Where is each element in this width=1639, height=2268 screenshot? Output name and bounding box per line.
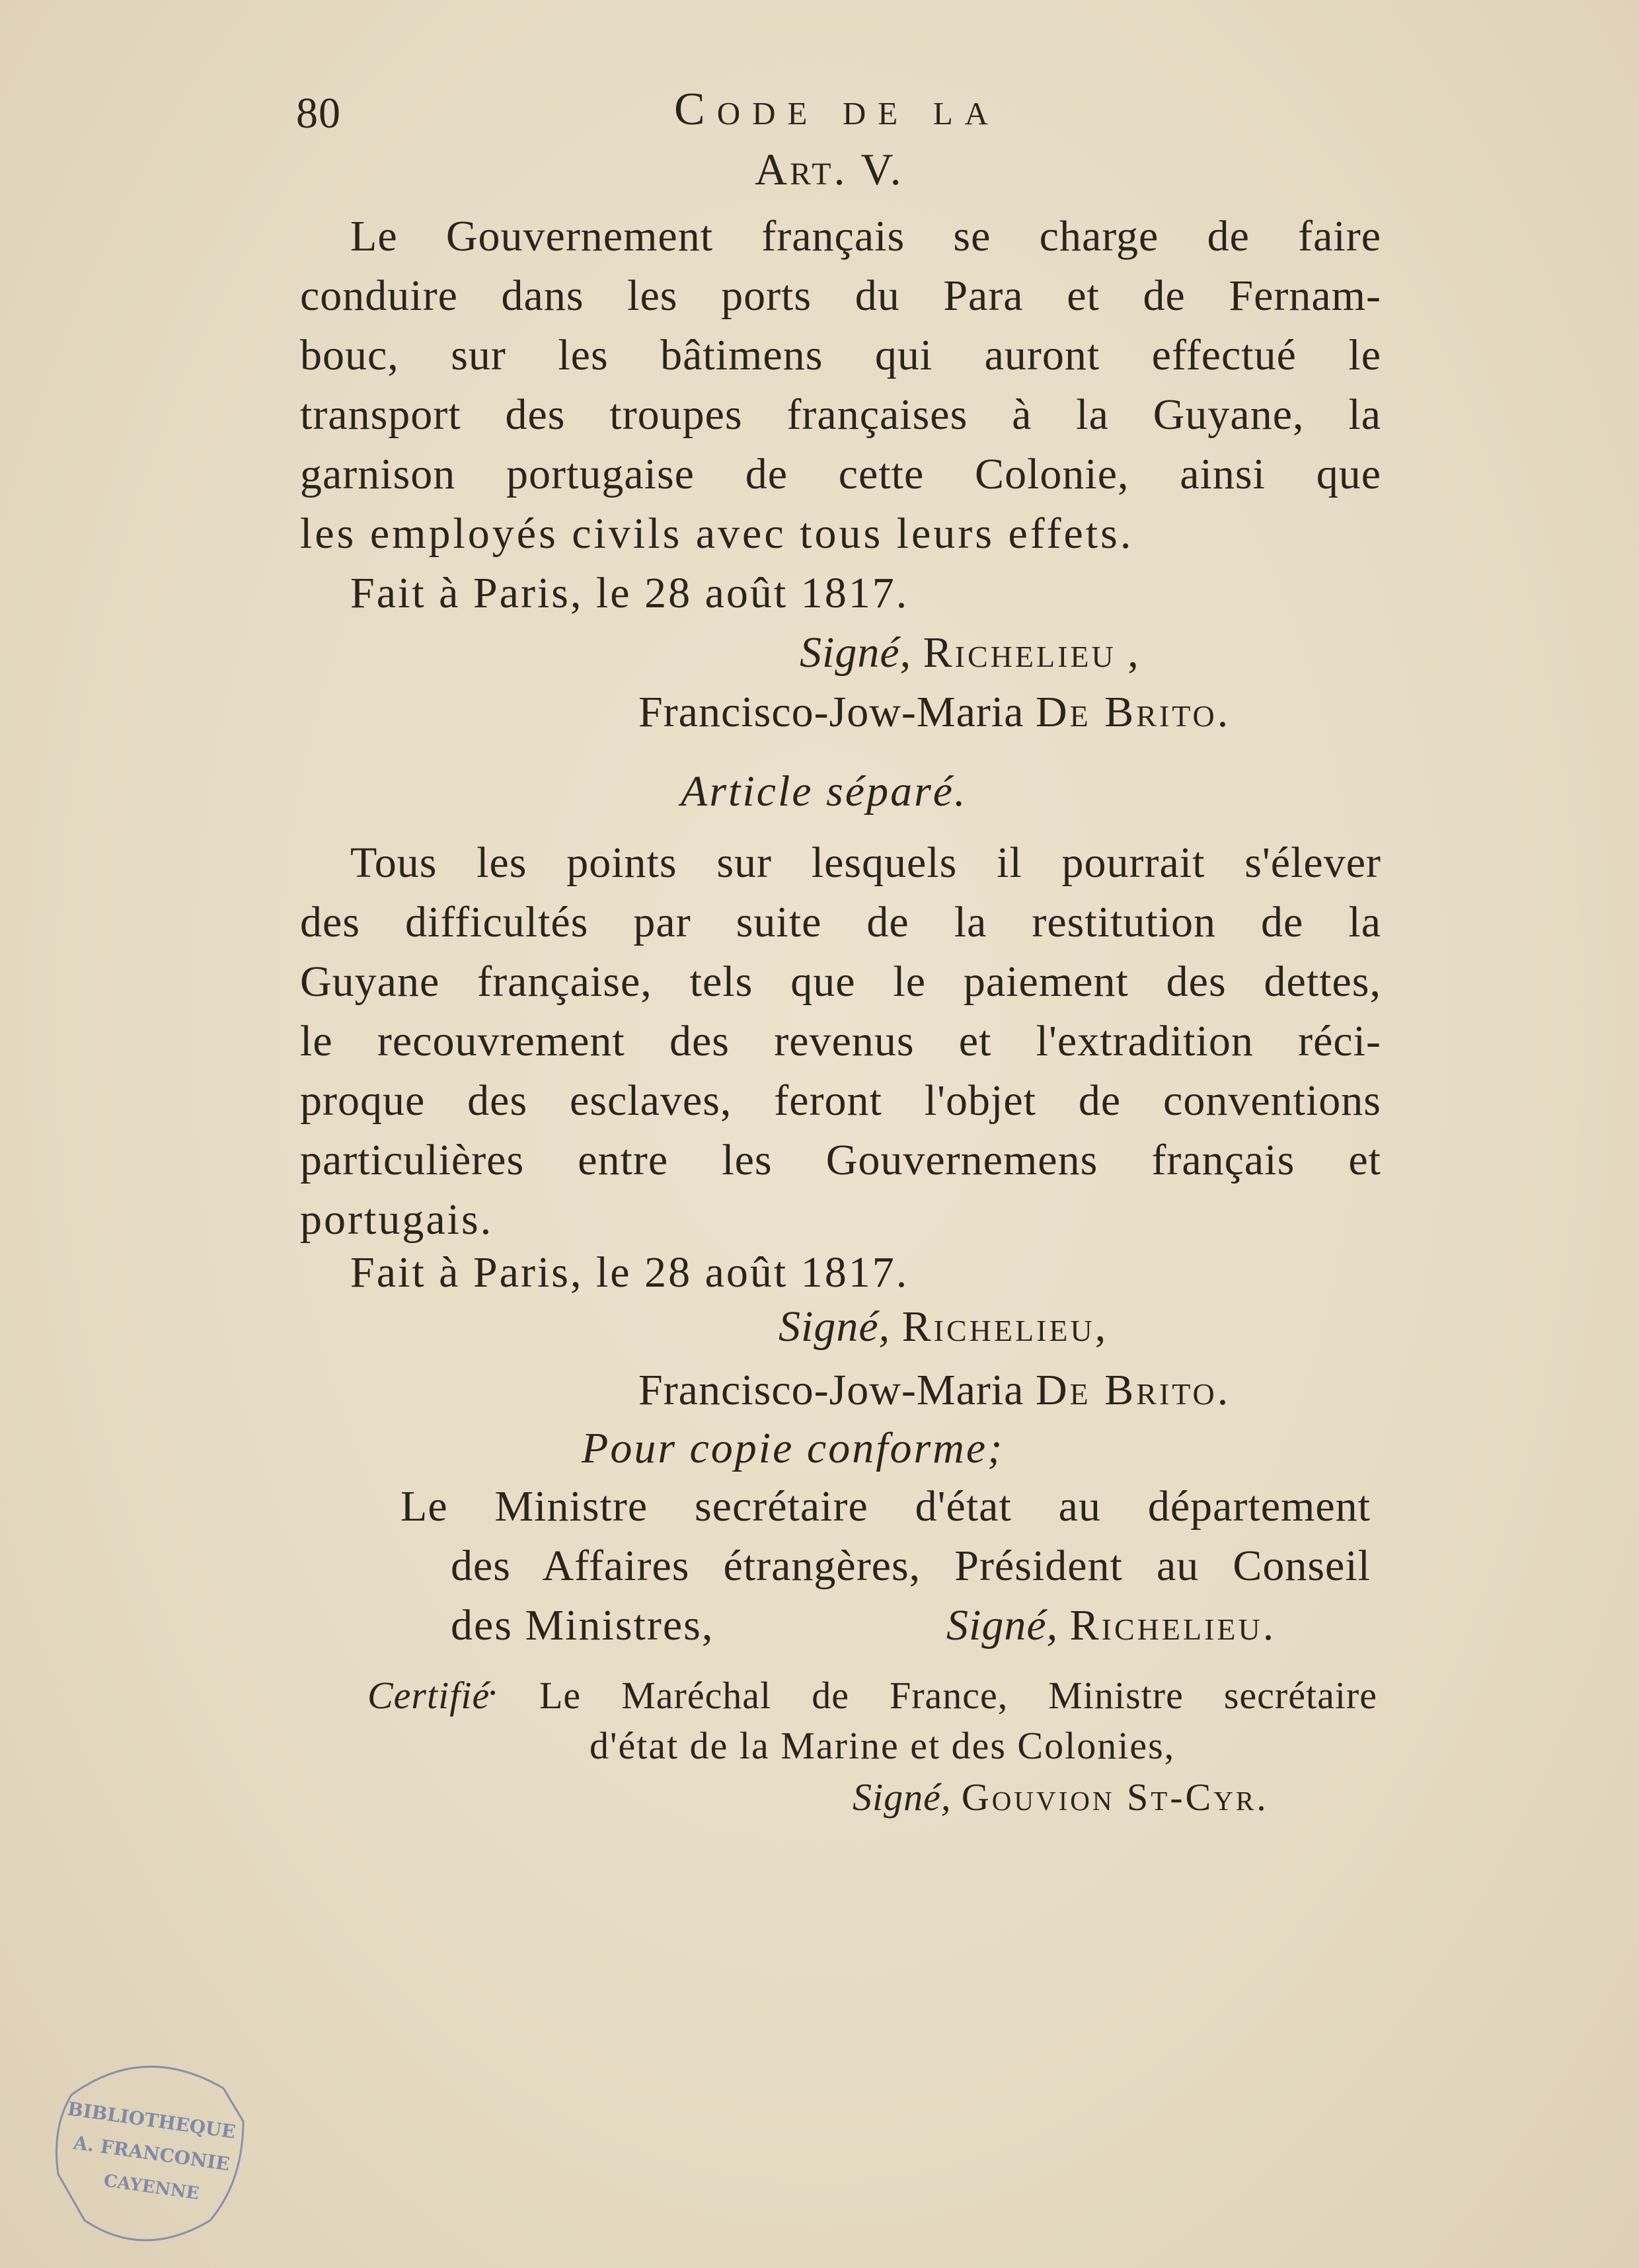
separate-article-heading: Article séparé.	[681, 767, 968, 815]
signed-prefix: Signé,	[946, 1601, 1059, 1649]
page-number: 80	[296, 89, 341, 137]
signature-comma: ,	[1127, 628, 1139, 677]
signed-prefix: Signé,	[853, 1776, 952, 1819]
minister-line: Le Ministre secrétaire d'état au département	[400, 1482, 1371, 1531]
article-line: transport des troupes françaises à la Guyane, la	[300, 391, 1381, 439]
signer-surname: De Brito.	[1035, 1366, 1231, 1414]
minister-line: des Affaires étrangères, Président au Conseil	[451, 1542, 1371, 1590]
certifie-label: Certifié	[367, 1674, 490, 1717]
signer-name: Francisco-Jow-Maria	[638, 688, 1024, 736]
signer-richelieu: Richelieu,	[901, 1303, 1109, 1351]
copy-conform: Pour copie conforme;	[582, 1424, 1005, 1472]
separate-article-line: proque des esclaves, feront l'objet de conventions	[300, 1077, 1381, 1125]
separate-article-line: portugais.	[300, 1195, 494, 1244]
signer-richelieu: Richelieu	[923, 628, 1116, 677]
signer-surname: De Brito.	[1035, 688, 1231, 736]
signature-line	[638, 1364, 1231, 1417]
article-heading: Art. V.	[755, 144, 904, 194]
minister-line: des Ministres,	[451, 1601, 714, 1649]
article-date: Fait à Paris, le 28 août 1817.	[350, 569, 909, 617]
signature-line	[638, 686, 1231, 739]
signed-prefix: Signé,	[800, 628, 912, 677]
minister-signer: Richelieu.	[1069, 1601, 1277, 1649]
signature-line	[800, 626, 1139, 679]
signature-line	[779, 1301, 1108, 1353]
signed-prefix: Signé,	[779, 1303, 891, 1351]
marine-line: d'état de la Marine et des Colonies,	[590, 1724, 1176, 1767]
separate-article-line: particulières entre les Gouvernemens français et	[300, 1136, 1381, 1184]
separate-article-line: Tous les points sur lesquels il pourrait s'élever	[350, 839, 1381, 887]
stamp-line-3: CAYENNE	[102, 2171, 201, 2205]
separate-article-line: des difficultés par suite de la restitution de la	[300, 898, 1381, 946]
marine-line: Le Maréchal de France, Ministre secrétaire	[539, 1674, 1377, 1717]
running-title: Code de la	[674, 84, 1001, 135]
article-line: Le Gouvernement français se charge de faire	[350, 212, 1381, 260]
separate-article-line: Guyane française, tels que le paiement des dettes,	[300, 958, 1381, 1006]
certifie-dot: ·	[486, 1671, 500, 1714]
minister-signature	[946, 1599, 1276, 1652]
article-line: les employés civils avec tous leurs effets.	[300, 510, 1134, 558]
library-stamp	[45, 2049, 256, 2247]
marine-signature	[853, 1771, 1269, 1824]
signer-name: Francisco-Jow-Maria	[638, 1366, 1024, 1414]
article-line: bouc, sur les bâtimens qui auront effectué le	[300, 331, 1381, 379]
article-line: conduire dans les ports du Para et de Fernam-	[300, 272, 1381, 320]
article-line: garnison portugaise de cette Colonie, ainsi que	[300, 450, 1381, 498]
marine-signer: Gouvion St-Cyr.	[961, 1776, 1269, 1819]
stamp-line-2: A. FRANCONIE	[71, 2131, 231, 2175]
separate-article-date: Fait à Paris, le 28 août 1817.	[350, 1248, 909, 1297]
stamp-line-1: BIBLIOTHEQUE	[66, 2098, 237, 2143]
separate-article-line: le recouvrement des revenus et l'extradition réci-	[300, 1017, 1381, 1065]
